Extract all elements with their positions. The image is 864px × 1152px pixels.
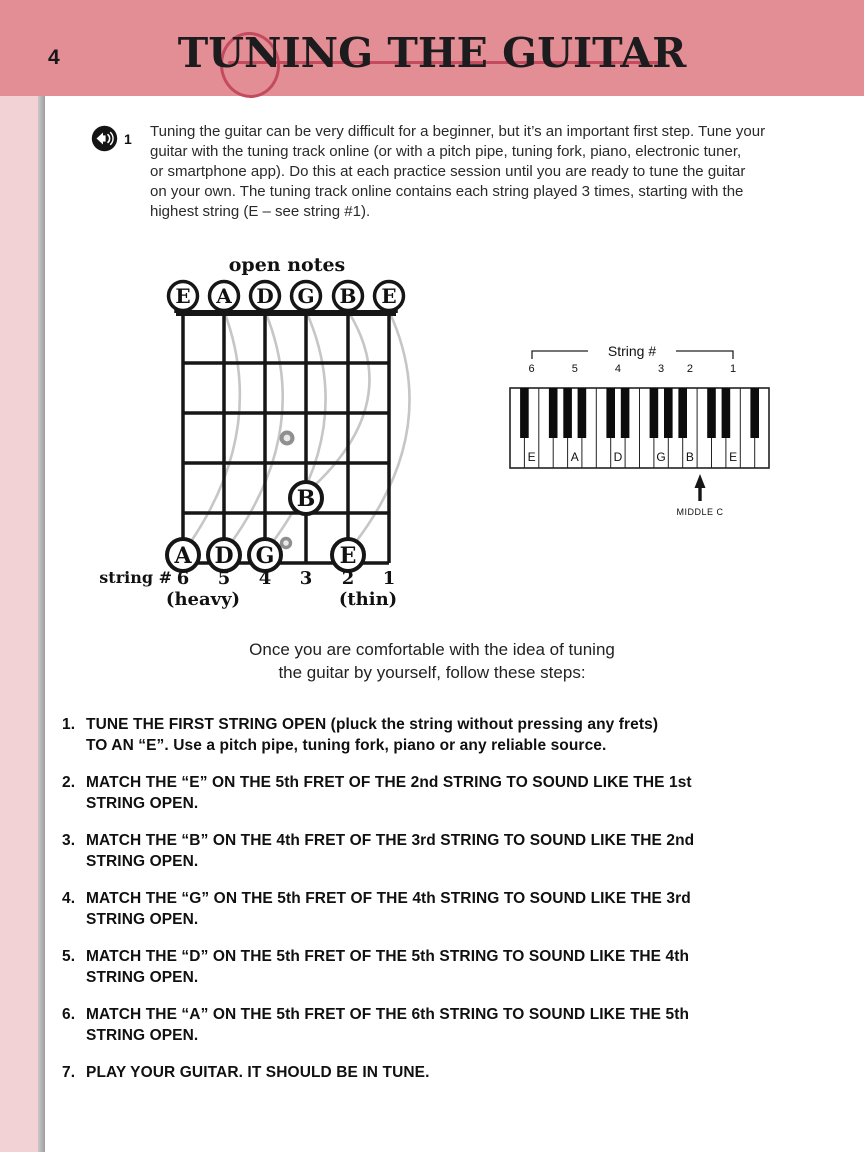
piano-string-number: 3 bbox=[658, 363, 665, 375]
bracket-label: String # bbox=[607, 343, 657, 359]
tuning-step bbox=[62, 1062, 822, 1083]
fretted-note-letter: D bbox=[214, 543, 234, 569]
string-number: 3 bbox=[299, 568, 313, 589]
tuning-step bbox=[62, 714, 822, 756]
middle-c-label: MIDDLE C bbox=[676, 507, 724, 517]
fretboard-title: open notes bbox=[228, 254, 346, 276]
tuning-step bbox=[62, 830, 822, 872]
intro-paragraph bbox=[150, 122, 840, 222]
string-number: 1 bbox=[382, 568, 396, 589]
step-line: STRING OPEN. bbox=[86, 853, 199, 870]
page-number: 4 bbox=[48, 46, 60, 69]
open-note-circles bbox=[169, 282, 404, 311]
step-line: MATCH THE “D” ON THE 5th FRET OF THE 5th STRING TO SOUND LIKE THE 4th bbox=[86, 948, 690, 965]
string-number: 5 bbox=[217, 568, 231, 589]
string-number: 6 bbox=[176, 568, 190, 589]
open-note-letter: A bbox=[216, 284, 232, 308]
step-line: STRING OPEN. bbox=[86, 795, 199, 812]
tuning-step bbox=[62, 888, 822, 930]
thin-label: (thin) bbox=[338, 589, 398, 610]
piano-key-label: B bbox=[685, 450, 694, 464]
step-line: STRING OPEN. bbox=[86, 1027, 199, 1044]
fretted-note-letter: A bbox=[174, 543, 192, 569]
step-number: 4. bbox=[62, 890, 76, 907]
open-note-letter: E bbox=[175, 284, 191, 308]
tuning-steps-list bbox=[62, 714, 822, 1099]
fretted-note-letter: E bbox=[339, 543, 357, 569]
string-number-label: string # bbox=[99, 568, 172, 587]
step-number: 3. bbox=[62, 832, 76, 849]
intro-line: on your own. The tuning track online contains each string played 3 times, starting with the bbox=[150, 183, 744, 200]
open-note-letter: E bbox=[381, 284, 397, 308]
transition-line: Once you are comfortable with the idea of tuning bbox=[249, 640, 615, 659]
piano-key-label: E bbox=[527, 450, 536, 464]
step-number: 6. bbox=[62, 1006, 76, 1023]
intro-line: highest string (E – see string #1). bbox=[150, 203, 371, 220]
piano-key-label: G bbox=[656, 450, 666, 464]
fretboard-diagram bbox=[100, 253, 440, 613]
open-note-letter: G bbox=[297, 284, 315, 308]
step-line: MATCH THE “A” ON THE 5th FRET OF THE 6th STRING TO SOUND LIKE THE 5th bbox=[86, 1006, 690, 1023]
piano-key-label: D bbox=[613, 450, 623, 464]
transition-text bbox=[0, 638, 864, 684]
audio-speaker-icon bbox=[91, 125, 118, 152]
step-number: 1. bbox=[62, 716, 76, 733]
heavy-label: (heavy) bbox=[165, 589, 241, 610]
open-note-letter: D bbox=[256, 284, 274, 308]
step-line: MATCH THE “G” ON THE 5th FRET OF THE 4th STRING TO SOUND LIKE THE 3rd bbox=[86, 890, 691, 907]
piano-string-number: 4 bbox=[614, 363, 621, 375]
intro-line: or smartphone app). Do this at each practice session until you are ready to tune the guitar bbox=[150, 163, 746, 180]
transition-line: the guitar by yourself, follow these steps: bbox=[278, 663, 586, 682]
step-number: 7. bbox=[62, 1064, 76, 1081]
step-number: 5. bbox=[62, 948, 76, 965]
piano-string-number: 6 bbox=[528, 363, 535, 375]
step-line: TO AN “E”. Use a pitch pipe, tuning fork, piano or any reliable source. bbox=[86, 737, 607, 754]
step-line: MATCH THE “B” ON THE 4th FRET OF THE 3rd STRING TO SOUND LIKE THE 2nd bbox=[86, 832, 695, 849]
step-line: TUNE THE FIRST STRING OPEN (pluck the string without pressing any frets) bbox=[86, 716, 659, 733]
piano-key-label: A bbox=[570, 450, 579, 464]
step-line: STRING OPEN. bbox=[86, 911, 199, 928]
step-line: STRING OPEN. bbox=[86, 969, 199, 986]
piano-string-number: 2 bbox=[686, 363, 693, 375]
string-number-row bbox=[99, 568, 397, 610]
binding-gutter-bar bbox=[38, 96, 45, 1152]
step-line: PLAY YOUR GUITAR. IT SHOULD BE IN TUNE. bbox=[86, 1064, 430, 1081]
page-title: TUNING THE GUITAR bbox=[177, 29, 687, 77]
step-line: MATCH THE “E” ON THE 5th FRET OF THE 2nd STRING TO SOUND LIKE THE 1st bbox=[86, 774, 692, 791]
left-margin-strip bbox=[0, 96, 38, 1152]
string-number: 4 bbox=[258, 568, 272, 589]
audio-track-number: 1 bbox=[124, 131, 132, 147]
piano-string-numbers bbox=[529, 363, 737, 375]
fretted-note-letter: G bbox=[255, 543, 275, 569]
tuning-step bbox=[62, 946, 822, 988]
fretted-note-letter: B bbox=[296, 486, 316, 512]
intro-line: Tuning the guitar can be very difficult for a beginner, but it’s an important first step. Tune your bbox=[150, 123, 766, 140]
intro-line: guitar with the tuning track online (or with a pitch pipe, tuning fork, piano, electronic tuner, bbox=[150, 143, 742, 160]
tuning-step bbox=[62, 1004, 822, 1046]
piano-keyboard-diagram bbox=[490, 330, 790, 530]
middle-c-arrow-icon bbox=[695, 474, 706, 501]
piano-string-number: 5 bbox=[571, 363, 578, 375]
open-note-letter: B bbox=[339, 284, 357, 308]
piano-string-number: 1 bbox=[730, 363, 737, 375]
page-header bbox=[0, 0, 864, 96]
tuning-step bbox=[62, 772, 822, 814]
string-number: 2 bbox=[341, 568, 355, 589]
piano-key-label: E bbox=[729, 450, 738, 464]
step-number: 2. bbox=[62, 774, 76, 791]
